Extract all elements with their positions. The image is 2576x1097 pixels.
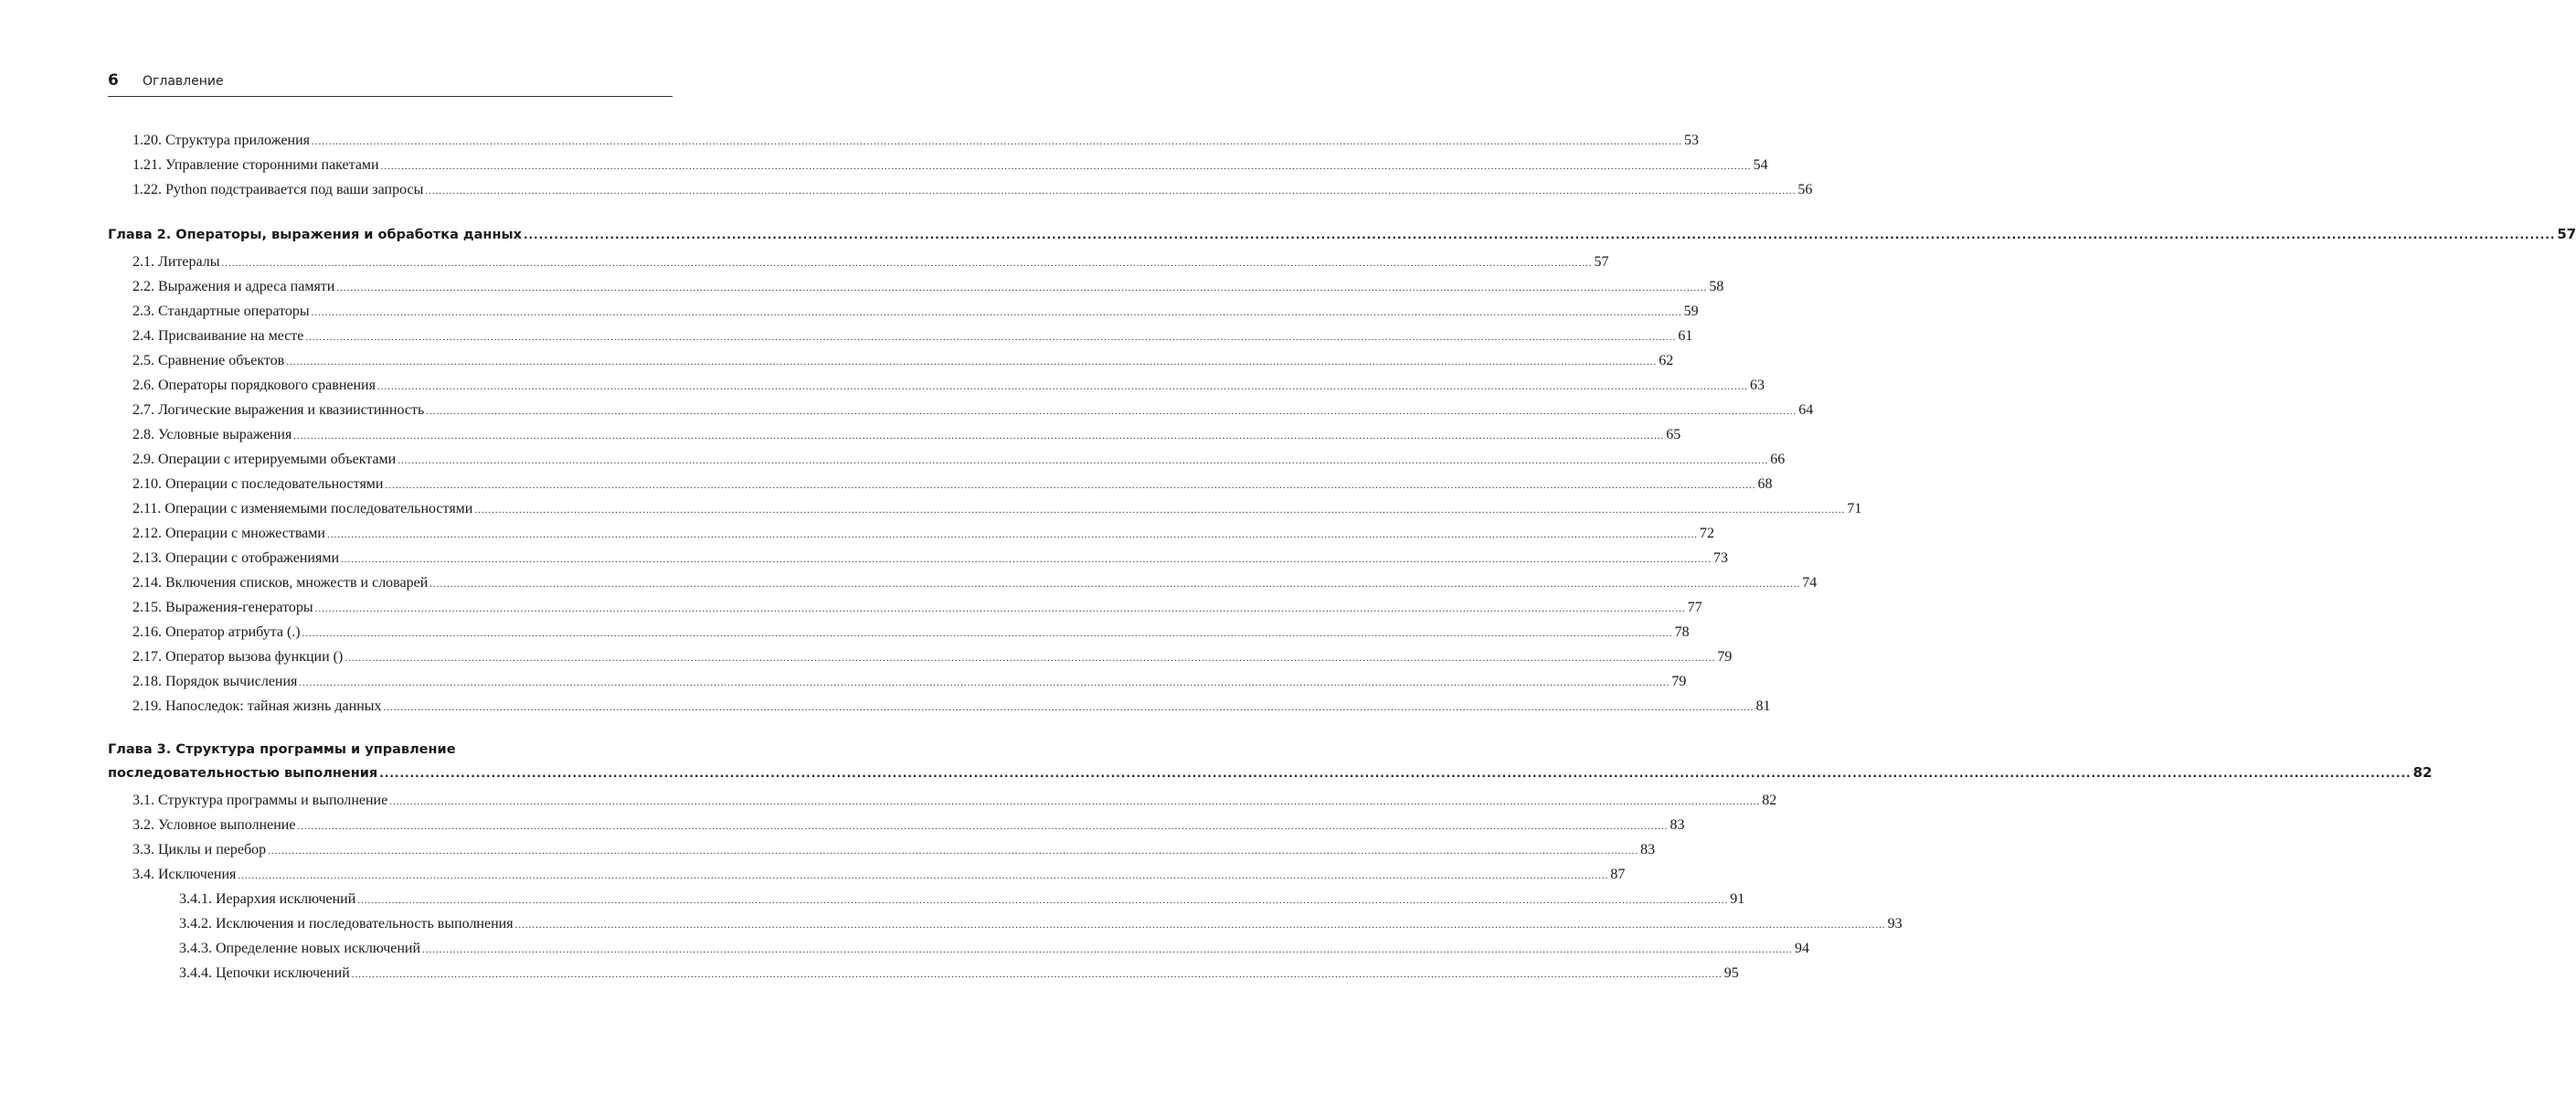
entry-page: 64 [1798,402,1814,418]
entry-page: 91 [1730,891,1745,907]
dot-leader: ................................................................................................................................................................................................................................................................................................................................................................................................................ [312,136,1683,147]
toc-entry[interactable] [108,299,1699,324]
dot-leader: ................................................................................................................................................................................................................................................................................................................................................................................................................ [514,920,1886,931]
toc-entry[interactable] [108,570,1818,595]
dot-leader: ................................................................................................................................................................................................................................................................................................................................................................................................................ [376,381,1748,392]
header-rule [108,96,673,97]
toc-entry[interactable] [108,250,1609,274]
entry-title: 2.12. Операции с множествами [133,526,325,541]
dot-leader: ................................................................................................................................................................................................................................................................................................................................................................................................................ [357,895,1729,906]
dot-leader: ................................................................................................................................................................................................................................................................................................................................................................................................................ [345,653,1716,664]
entry-title: 2.9. Операции с итерируемыми объектами [133,452,397,467]
dot-leader: ................................................................................................................................................................................................................................................................................................................................................................................................................ [398,455,1769,466]
entry-page: 93 [1887,916,1903,932]
entry-page: 94 [1795,941,1810,956]
entry-title: 2.4. Присваивание на месте [133,328,304,344]
entry-page: 73 [1713,550,1729,566]
entry-page: 62 [1659,353,1674,368]
toc-entry[interactable] [108,669,1687,694]
entry-page: 78 [1674,624,1690,640]
page-header [108,71,673,91]
entry-title: 2.3. Стандартные операторы [133,304,310,319]
dot-leader: ................................................................................................................................................................................................................................................................................................................................................................................................................ [286,357,1658,367]
dot-leader: ................................................................................................................................................................................................................................................................................................................................................................................................................ [238,870,1609,881]
chapter-title-line1: Глава 3. Структура программы и управление [108,742,456,757]
entry-title: 3.4.2. Исключения и последовательность выполнения [179,916,514,932]
table-of-contents [108,128,2576,985]
chapter-page: 82 [2412,764,2433,781]
page-number: 6 [108,71,119,90]
toc-entry[interactable] [108,496,1862,521]
entry-title: 2.19. Напоследок: тайная жизнь данных [133,698,382,714]
toc-entry[interactable] [108,128,1700,153]
dot-leader: ................................................................................................................................................................................................................................................................................................................................................................................................................ [293,431,1665,442]
entry-page: 81 [1755,698,1771,714]
toc-entry[interactable] [108,887,1745,911]
dot-leader: ................................................................................................................................................................................................................................................................................................................................................................................................................ [383,702,1754,713]
running-title: Оглавление [143,74,224,89]
entry-title: 3.4.4. Цепочки исключений [179,965,350,981]
entry-title: 2.1. Литералы [133,254,220,270]
toc-entry[interactable] [108,862,1626,887]
dot-leader: ................................................................................................................................................................................................................................................................................................................................................................................................................ [268,846,1639,857]
dot-leader: ................................................................................................................................................................................................................................................................................................................................................................................................................ [305,332,1677,343]
entry-page: 54 [1753,157,1768,173]
entry-page: 83 [1670,817,1685,833]
dot-leader: ................................................................................................................................................................................................................................................................................................................................................................................................................ [336,282,1708,293]
entry-page: 57 [1594,254,1609,270]
entry-title: 3.2. Условное выполнение [133,817,296,833]
toc-entry[interactable] [108,373,1765,398]
toc-entry[interactable] [108,274,1724,299]
toc-entry[interactable] [108,936,1810,961]
entry-title: 2.14. Включения списков, множеств и словарей [133,575,429,591]
toc-entry[interactable] [108,324,1693,348]
toc-entry[interactable] [108,837,1656,862]
entry-page: 77 [1687,600,1702,615]
entry-page: 58 [1709,279,1724,294]
chapter-2-entries [108,250,1862,719]
toc-entry[interactable] [108,911,1903,936]
entry-title: 2.18. Порядок вычисления [133,674,298,689]
chapter-2-heading[interactable] [108,222,2576,246]
dot-leader: ................................................................................................................................................................................................................................................................................................................................................................................................................ [474,505,1846,516]
toc-entry[interactable] [108,620,1690,644]
entry-page: 63 [1749,378,1765,393]
entry-page: 83 [1640,842,1656,857]
chapter-title-line2: последовательностью выполнения [108,766,378,781]
entry-page: 65 [1666,427,1681,442]
dot-leader: ................................................................................................................................................................................................................................................................................................................................................................................................................ [341,554,1712,565]
dot-leader: ................................................................................................................................................................................................................................................................................................................................................................................................................ [297,821,1669,832]
entry-page: 82 [1762,793,1777,808]
toc-entry[interactable] [108,546,1729,570]
entry-title: 2.6. Операторы порядкового сравнения [133,378,376,393]
entry-title: 3.4. Исключения [133,867,237,882]
chapter-page: 57 [2557,226,2576,242]
entry-title: 1.20. Структура приложения [133,133,311,148]
entry-title: 2.11. Операции с изменяемыми последовательностями [133,501,473,517]
dot-leader: ................................................................................................................................................................................................................................................................................................................................................................................................................ [429,579,1801,590]
toc-entry[interactable] [108,153,1768,177]
toc-entry[interactable] [108,472,1773,496]
toc-entry[interactable] [108,595,1702,620]
toc-entry[interactable] [108,644,1733,669]
entry-title: 2.2. Выражения и адреса памяти [133,279,335,294]
entry-title: 3.3. Циклы и перебор [133,842,267,857]
entry-page: 95 [1723,965,1739,981]
entry-title: 2.7. Логические выражения и квазиистинность [133,402,425,418]
entry-title: 3.1. Структура программы и выполнение [133,793,388,808]
entry-page: 79 [1671,674,1687,689]
toc-entry[interactable] [108,788,1777,813]
toc-entry[interactable] [108,398,1814,422]
entry-page: 87 [1610,867,1626,882]
entry-page: 74 [1802,575,1818,591]
entry-page: 61 [1678,328,1693,344]
dot-leader: ................................................................................................................................................................................................................................................................................................................................................................................................................ [302,628,1673,639]
entry-page: 68 [1757,476,1773,492]
dot-leader: ................................................................................................................................................................................................................................................................................................................................................................................................................ [314,603,1686,614]
toc-entry[interactable] [108,447,1786,472]
entry-title: 1.21. Управление сторонними пакетами [133,157,379,173]
entry-page: 72 [1699,526,1714,541]
entry-title: 3.4.3. Определение новых исключений [179,941,421,956]
entry-page: 71 [1847,501,1862,517]
entry-title: 2.8. Условные выражения [133,427,292,442]
entry-title: 3.4.1. Иерархия исключений [179,891,356,907]
entry-page: 56 [1797,182,1813,197]
dot-leader: ................................................................................................................................................................................................................................................................................................................................................................................................................ [385,480,1756,491]
entry-page: 66 [1770,452,1786,467]
dot-leader: ................................................................................................................................................................................................................................................................................................................................................................................................................ [425,186,1797,197]
dot-leader: ................................................................................................................................................................................................................................................................................................................................................................................................................ [422,944,1794,955]
dot-leader: ................................................................................................................................................................................................................................................................................................................................................................................................................ [380,161,1752,172]
toc-entry[interactable] [108,961,1739,985]
intro-entries [108,128,1813,202]
dot-leader: ................................................................................................................................................................................................................................................................................................................................................................................................................ [299,677,1670,688]
entry-title: 1.22. Python подстраивается под ваши запросы [133,182,424,197]
entry-title: 2.16. Оператор атрибута (.) [133,624,301,640]
toc-entry[interactable] [108,348,1674,373]
entry-title: 2.13. Операции с отображениями [133,550,340,566]
toc-entry[interactable] [108,422,1681,447]
chapter-title: Глава 2. Операторы, выражения и обработка данных [108,228,522,242]
entry-title: 2.5. Сравнение объектов [133,353,285,368]
dot-leader: ................................................................................................................................................................................................................................................................................................................................................................................................................ [221,258,1593,269]
toc-entry[interactable] [108,694,1771,719]
dot-leader: ................................................................................................................................................................................................................................................................................................................................................................................................................ [379,767,2412,780]
chapter-3-entries [108,788,1903,985]
dot-leader: ................................................................................................................................................................................................................................................................................................................................................................................................................ [426,406,1797,417]
entry-title: 2.17. Оператор вызова функции () [133,649,344,665]
dot-leader: ................................................................................................................................................................................................................................................................................................................................................................................................................ [326,529,1698,540]
entry-page: 53 [1684,133,1700,148]
toc-entry[interactable] [108,521,1714,546]
entry-title: 2.15. Выражения-генераторы [133,600,313,615]
dot-leader: ................................................................................................................................................................................................................................................................................................................................................................................................................ [311,307,1682,318]
entry-title: 2.10. Операции с последовательностями [133,476,384,492]
chapter-3-heading[interactable] [108,739,2433,784]
dot-leader: ................................................................................................................................................................................................................................................................................................................................................................................................................ [389,796,1761,807]
dot-leader: ................................................................................................................................................................................................................................................................................................................................................................................................................ [523,229,2556,241]
entry-page: 59 [1683,304,1699,319]
entry-page: 79 [1717,649,1733,665]
dot-leader: ................................................................................................................................................................................................................................................................................................................................................................................................................ [351,969,1723,980]
toc-entry[interactable] [108,177,1813,202]
toc-entry[interactable] [108,813,1685,837]
